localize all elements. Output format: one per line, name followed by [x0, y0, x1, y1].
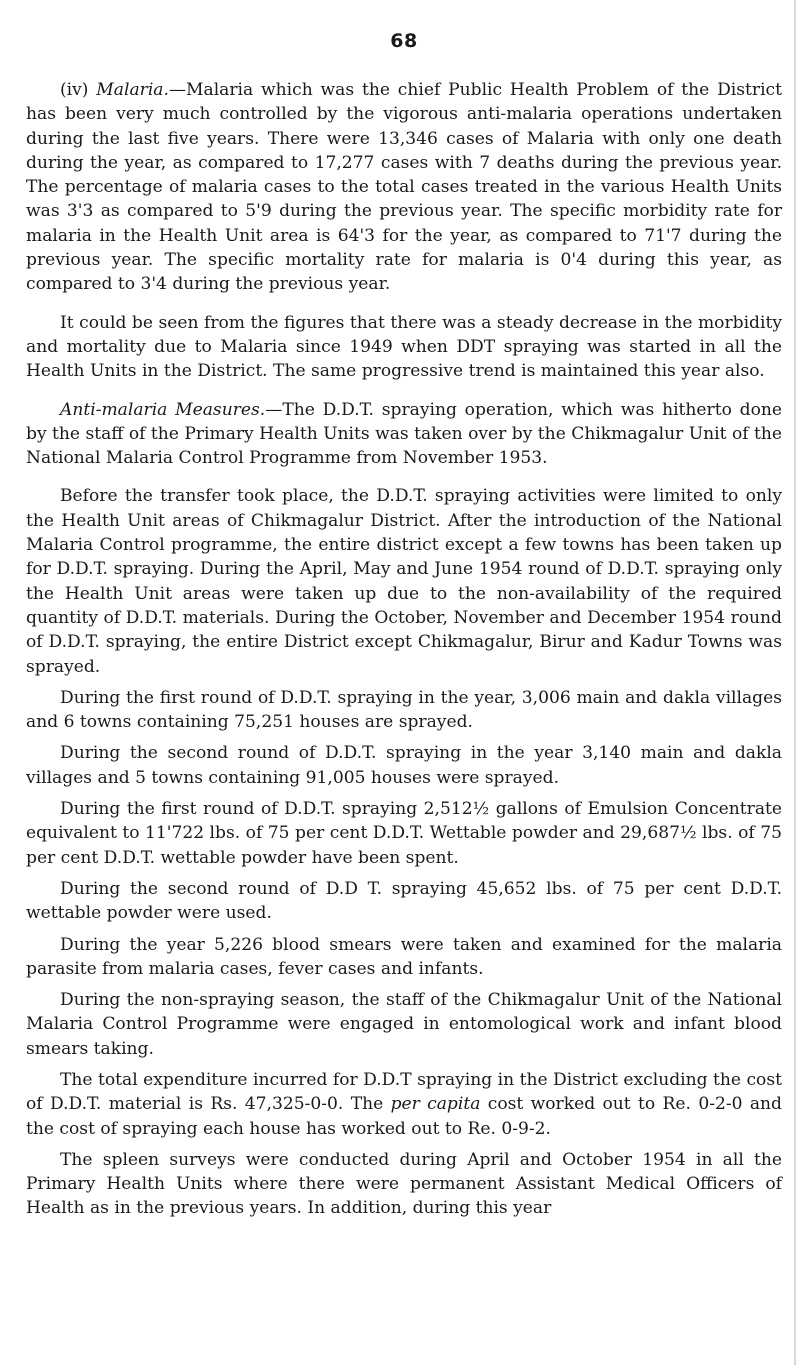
section-heading-malaria: Malaria. — [96, 80, 169, 100]
per-capita-term: per capita — [390, 1094, 481, 1115]
paragraph-first-round: During the first round of D.D.T. spraying in the year, 3,006 main and dakla villages and 6 towns containing 75,251 houses are sprayed. — [26, 687, 782, 733]
paragraph-blood-smears: During the year 5,226 blood smears were taken and examined for the malaria parasite from malaria cases, fever cases and infants. — [26, 934, 782, 979]
paragraph-second-round-materials: During the second round of D.D T. spraying 45,652 lbs. of 75 per cent D.D.T. wettable powder were used. — [26, 878, 782, 924]
paragraph-text: —The D.D.T. spraying operation, which was hitherto done by the staff of the Primary Health Units was taken over by the Chikmagalur Unit of the National Malaria Control Programme from November 1953. — [26, 399, 783, 469]
paragraph-prefix: (iv) — [60, 80, 97, 100]
paragraph-spleen-surveys: The spleen surveys were conducted during April and October 1954 in all the Primary Health Units where there were permanent Assistant Medical Officers of Health as in the previous years. In addition, during this year — [26, 1149, 782, 1219]
paragraph-second-round: During the second round of D.D.T. spraying in the year 3,140 main and dakla villages and 5 towns containing 91,005 houses were sprayed. — [26, 743, 782, 788]
paragraph-transfer: Before the transfer took place, the D.D.T. spraying activities were limited to only the Health Unit areas of Chikmagalur District. After the introduction of the National Malaria Control programme, the entire district except a few towns has been taken up for D.D.T. spraying. During the April, May and June 1954 round of D.D.T. spraying only the Health Unit areas were taken up due to the non-availability of the required quantity of D.D.T. materials. During the October, November and December 1954 round of D.D.T. spraying, the entire District except Chikmagalur, Birur and Kadur Towns was sprayed. — [26, 486, 782, 677]
paragraph-anti-malaria — [26, 398, 782, 471]
paragraph-text: cost worked out to Re. 0-2-0 and the cost of spraying each house has worked out to Re. 0-9-2. — [26, 1094, 782, 1139]
page-number: 68 — [390, 30, 418, 52]
paragraph-malaria — [26, 78, 782, 297]
paragraph-text: —Malaria which was the chief Public Health Problem of the District has been very much controlled by the vigorous anti-malaria operations undertaken during the last five years. There were 13,346 cases of Malaria with only one death during the year, as compared to 17,277 cases with 7 deaths during the previous year. The percentage of malaria cases to the total cases treated in the various Health Units was 3'3 as compared to 5'9 during the previous year. The specific morbidity rate for malaria in the Health Unit area is 64'3 for the year, as compared to 71'7 during the previous year. The specific mortality rate for malaria is 0'4 during this year, as compared to 3'4 during the previous year. — [26, 80, 782, 295]
paragraph-first-round-materials: During the first round of D.D.T. spraying 2,512½ gallons of Emulsion Concentrate equivalent to 11'722 lbs. of 75 per cent D.D.T. Wettable powder and 29,687½ lbs. of 75 per cent D.D.T. wettable powder have been spent. — [26, 799, 782, 868]
section-heading-anti-malaria: Anti-malaria Measures. — [60, 399, 266, 420]
paragraph-trend: It could be seen from the figures that there was a steady decrease in the morbidity and mortality due to Malaria since 1949 when DDT spraying was started in all the Health Units in the District. The same progressive trend is maintained this year also. — [26, 312, 782, 382]
paragraph-expenditure — [26, 1068, 782, 1141]
paragraph-non-spraying: During the non-spraying season, the staff of the Chikmagalur Unit of the National Malaria Control Programme were engaged in entomological work and infant blood smears taking. — [26, 990, 782, 1059]
scan-edge-line — [794, 0, 796, 1365]
paragraph-text: The total expenditure incurred for D.D.T spraying in the District excluding the cost of D.D.T. material is Rs. 47,325-0-0. The — [26, 1069, 782, 1115]
